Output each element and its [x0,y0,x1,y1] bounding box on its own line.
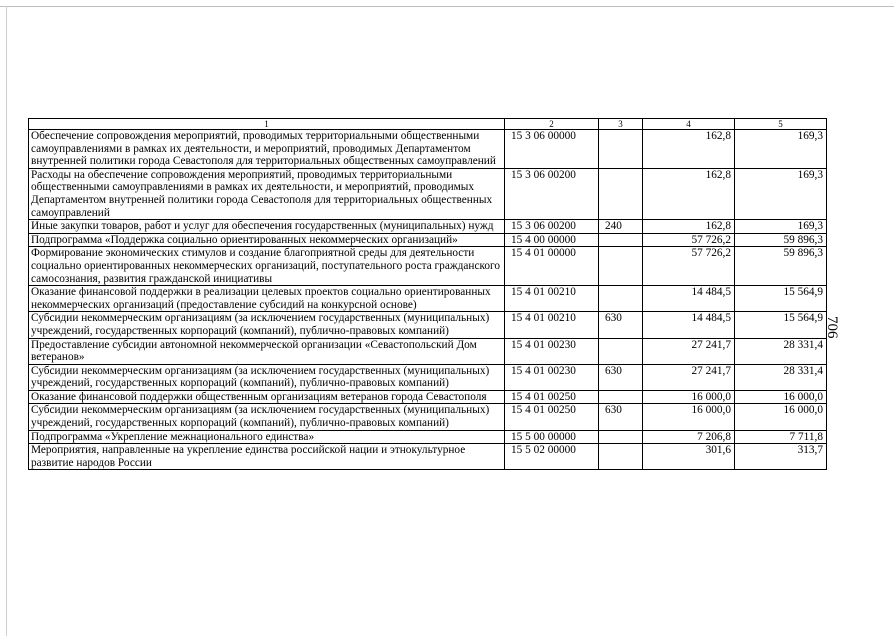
row-value-4-cell: 16 000,0 [643,390,735,404]
row-type-cell [599,390,643,404]
row-code-cell: 15 3 06 00200 [505,168,599,219]
row-code-cell: 15 4 01 00210 [505,312,599,338]
header-col-4: 4 [643,119,735,130]
budget-table [28,118,827,470]
row-value-5-cell: 313,7 [735,444,827,470]
row-type-cell: 630 [599,312,643,338]
row-value-4-cell: 27 241,7 [643,364,735,390]
row-value-5-cell: 169,3 [735,220,827,234]
row-type-cell [599,168,643,219]
row-type-cell: 630 [599,404,643,430]
header-col-2: 2 [505,119,599,130]
table-row [29,220,827,234]
row-value-4-cell: 14 484,5 [643,286,735,312]
row-code-cell: 15 5 02 00000 [505,444,599,470]
row-value-4-cell: 162,8 [643,220,735,234]
table-row [29,430,827,444]
table-row [29,286,827,312]
row-name-cell: Субсидии некоммерческим организациям (за исключением государственных (муниципальных) учреждений, государственных корпораций (компаний), публично-правовых компаний) [29,312,505,338]
row-code-cell: 15 4 00 00000 [505,233,599,247]
table-row [29,390,827,404]
table-row [29,444,827,470]
row-name-cell: Подпрограмма «Укрепление межнационального единства» [29,430,505,444]
row-value-4-cell: 27 241,7 [643,338,735,364]
row-code-cell: 15 3 06 00000 [505,130,599,169]
row-type-cell: 630 [599,364,643,390]
row-value-4-cell: 162,8 [643,130,735,169]
row-code-cell: 15 3 06 00200 [505,220,599,234]
row-value-4-cell: 14 484,5 [643,312,735,338]
row-value-5-cell: 59 896,3 [735,247,827,286]
row-code-cell: 15 5 00 00000 [505,430,599,444]
row-code-cell: 15 4 01 00250 [505,404,599,430]
row-value-5-cell: 16 000,0 [735,390,827,404]
scan-left-edge [6,6,7,636]
header-col-3: 3 [599,119,643,130]
row-code-cell: 15 4 01 00230 [505,364,599,390]
header-col-1: 1 [29,119,505,130]
scan-top-edge [0,6,894,7]
row-value-4-cell: 57 726,2 [643,233,735,247]
row-type-cell [599,286,643,312]
row-name-cell: Оказание финансовой поддержки в реализации целевых проектов социально ориентированных некоммерческих организаций (предоставление субсидий на конкурсной основе) [29,286,505,312]
row-value-5-cell: 16 000,0 [735,404,827,430]
row-value-5-cell: 28 331,4 [735,338,827,364]
table-row [29,247,827,286]
row-code-cell: 15 4 01 00000 [505,247,599,286]
row-name-cell: Обеспечение сопровождения мероприятий, проводимых территориальными общественными самоуправлениями в рамках их деятельности, и мероприятий, проводимых Департаментом внутренней политики города Севастополя для территориальных общественных самоуправлений [29,130,505,169]
table-row [29,233,827,247]
budget-table-sheet [28,118,826,470]
row-value-4-cell: 16 000,0 [643,404,735,430]
row-value-4-cell: 7 206,8 [643,430,735,444]
row-type-cell [599,338,643,364]
row-value-5-cell: 169,3 [735,168,827,219]
row-name-cell: Расходы на обеспечение сопровождения мероприятий, проводимых территориальными общественными самоуправлениями в рамках их деятельности, и мероприятий, проводимых Департаментом внутренней политики города Севастополя для территориальных общественных самоуправлений [29,168,505,219]
row-name-cell: Иные закупки товаров, работ и услуг для обеспечения государственных (муниципальных) нужд [29,220,505,234]
row-code-cell: 15 4 01 00230 [505,338,599,364]
row-value-4-cell: 301,6 [643,444,735,470]
row-type-cell [599,247,643,286]
row-value-5-cell: 169,3 [735,130,827,169]
row-code-cell: 15 4 01 00250 [505,390,599,404]
header-col-5: 5 [735,119,827,130]
row-name-cell: Формирование экономических стимулов и создание благоприятной среды для деятельности социально ориентированных некоммерческих организаций, поступательного роста гражданского самосознания, развития гражданской инициативы [29,247,505,286]
row-name-cell: Подпрограмма «Поддержка социально ориентированных некоммерческих организаций» [29,233,505,247]
table-row [29,404,827,430]
table-row [29,312,827,338]
table-header-row [29,119,827,130]
row-type-cell: 240 [599,220,643,234]
row-value-5-cell: 15 564,9 [735,312,827,338]
row-type-cell [599,430,643,444]
row-type-cell [599,130,643,169]
row-code-cell: 15 4 01 00210 [505,286,599,312]
row-value-4-cell: 57 726,2 [643,247,735,286]
table-row [29,130,827,169]
row-type-cell [599,444,643,470]
table-row [29,338,827,364]
row-value-5-cell: 28 331,4 [735,364,827,390]
table-row [29,168,827,219]
row-value-4-cell: 162,8 [643,168,735,219]
row-name-cell: Субсидии некоммерческим организациям (за исключением государственных (муниципальных) учреждений, государственных корпораций (компаний), публично-правовых компаний) [29,364,505,390]
row-value-5-cell: 59 896,3 [735,233,827,247]
row-value-5-cell: 15 564,9 [735,286,827,312]
row-name-cell: Предоставление субсидии автономной некоммерческой организации «Севастопольский Дом ветеранов» [29,338,505,364]
row-name-cell: Мероприятия, направленные на укрепление единства российской нации и этнокультурное развитие народов России [29,444,505,470]
page-number: 706 [824,316,840,339]
row-name-cell: Субсидии некоммерческим организациям (за исключением государственных (муниципальных) учреждений, государственных корпораций (компаний), публично-правовых компаний) [29,404,505,430]
table-row [29,364,827,390]
row-type-cell [599,233,643,247]
row-value-5-cell: 7 711,8 [735,430,827,444]
row-name-cell: Оказание финансовой поддержки общественным организациям ветеранов города Севастополя [29,390,505,404]
